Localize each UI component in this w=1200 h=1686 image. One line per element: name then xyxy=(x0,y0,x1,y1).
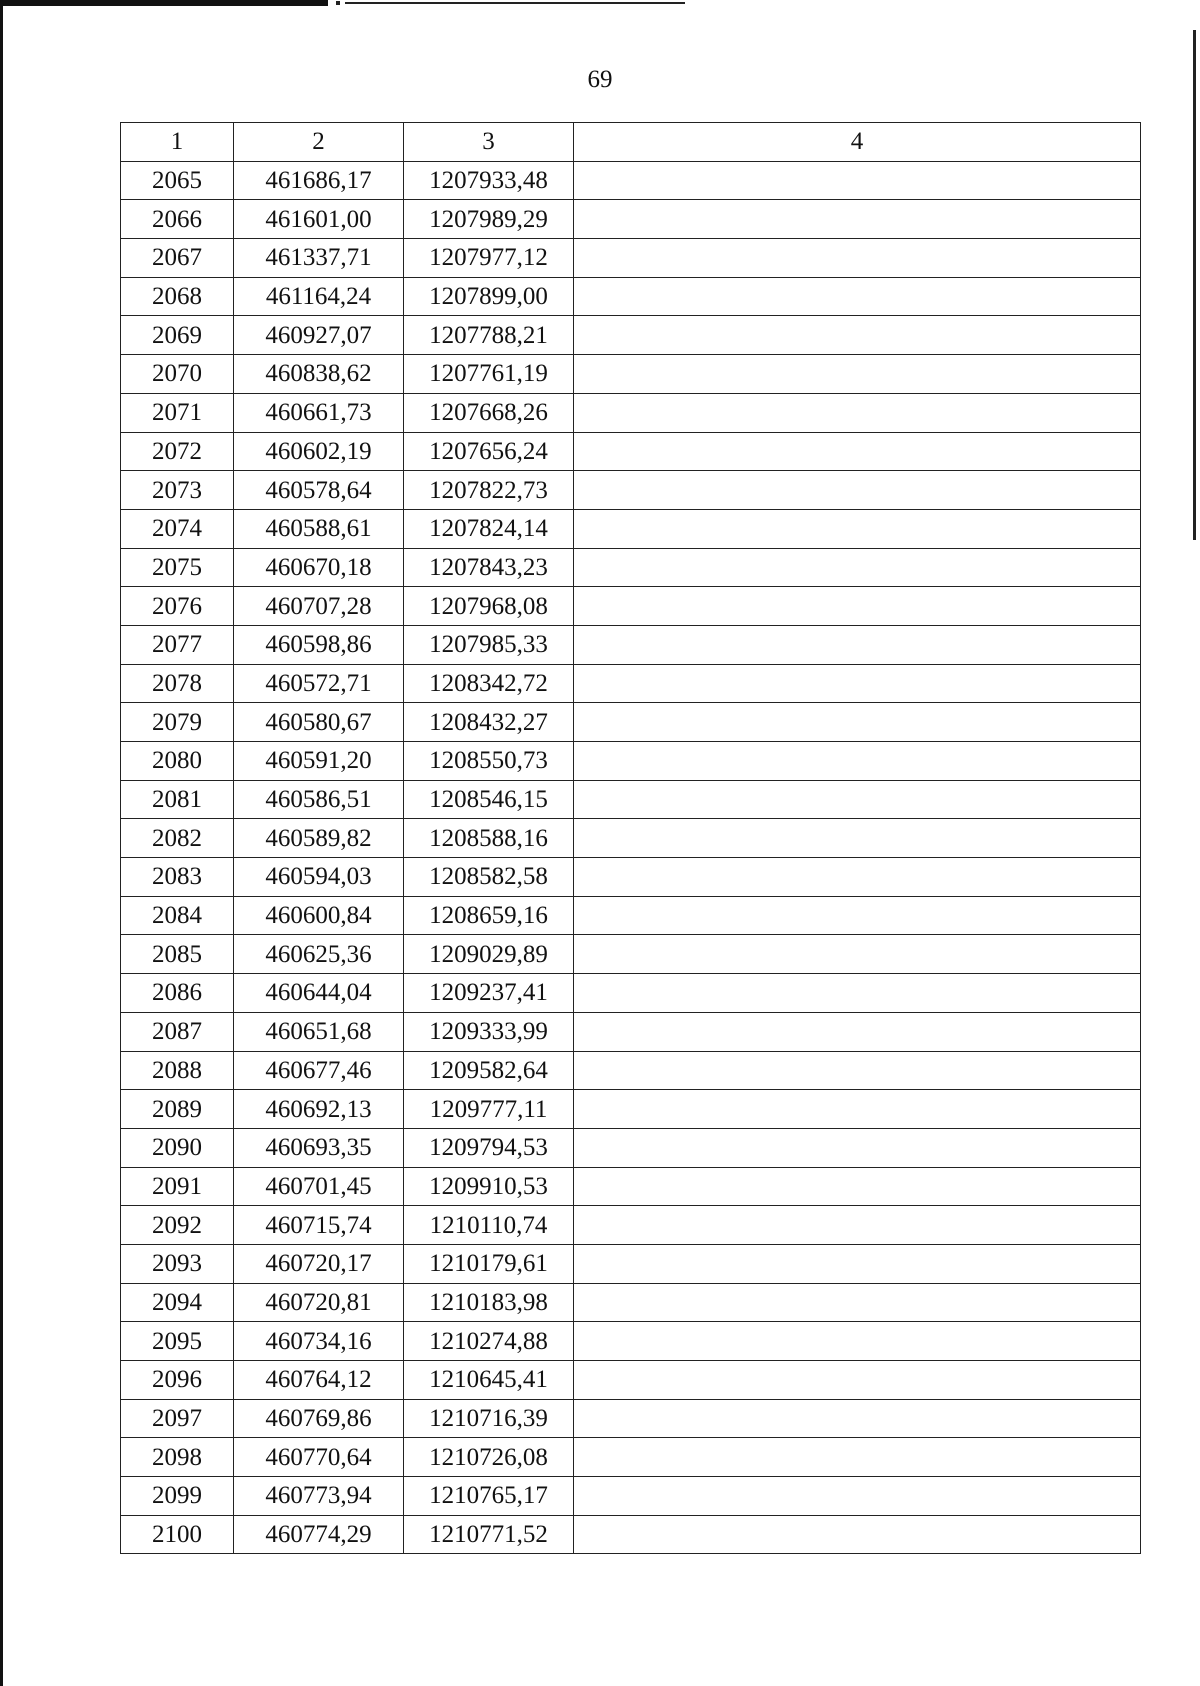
x-coordinate-cell: 460838,62 xyxy=(234,355,404,394)
x-coordinate-cell: 460769,86 xyxy=(234,1399,404,1438)
y-coordinate-cell: 1208659,16 xyxy=(404,896,574,935)
point-number-cell: 2090 xyxy=(121,1128,234,1167)
table-row xyxy=(121,1206,1141,1245)
note-cell xyxy=(574,1283,1141,1322)
table-row xyxy=(121,780,1141,819)
x-coordinate-cell: 460770,64 xyxy=(234,1438,404,1477)
y-coordinate-cell: 1207822,73 xyxy=(404,471,574,510)
x-coordinate-cell: 460651,68 xyxy=(234,1012,404,1051)
table-row xyxy=(121,742,1141,781)
table-row xyxy=(121,1283,1141,1322)
y-coordinate-cell: 1209582,64 xyxy=(404,1051,574,1090)
point-number-cell: 2070 xyxy=(121,355,234,394)
header-cell-x: 2 xyxy=(234,123,404,162)
y-coordinate-cell: 1207668,26 xyxy=(404,393,574,432)
note-cell xyxy=(574,1322,1141,1361)
table-row xyxy=(121,355,1141,394)
table-row xyxy=(121,1515,1141,1554)
note-cell xyxy=(574,858,1141,897)
point-number-cell: 2068 xyxy=(121,277,234,316)
point-number-cell: 2088 xyxy=(121,1051,234,1090)
point-number-cell: 2073 xyxy=(121,471,234,510)
note-cell xyxy=(574,1438,1141,1477)
y-coordinate-cell: 1210771,52 xyxy=(404,1515,574,1554)
header-cell-point: 1 xyxy=(121,123,234,162)
x-coordinate-cell: 461686,17 xyxy=(234,161,404,200)
point-number-cell: 2077 xyxy=(121,625,234,664)
point-number-cell: 2086 xyxy=(121,974,234,1013)
y-coordinate-cell: 1208550,73 xyxy=(404,742,574,781)
x-coordinate-cell: 460927,07 xyxy=(234,316,404,355)
x-coordinate-cell: 460692,13 xyxy=(234,1090,404,1129)
x-coordinate-cell: 460572,71 xyxy=(234,664,404,703)
y-coordinate-cell: 1209794,53 xyxy=(404,1128,574,1167)
table-row xyxy=(121,1361,1141,1400)
point-number-cell: 2080 xyxy=(121,742,234,781)
table-row xyxy=(121,509,1141,548)
point-number-cell: 2095 xyxy=(121,1322,234,1361)
y-coordinate-cell: 1207824,14 xyxy=(404,509,574,548)
point-number-cell: 2089 xyxy=(121,1090,234,1129)
scan-artifact-top-dot xyxy=(336,1,340,5)
y-coordinate-cell: 1208588,16 xyxy=(404,819,574,858)
x-coordinate-cell: 460589,82 xyxy=(234,819,404,858)
note-cell xyxy=(574,1206,1141,1245)
y-coordinate-cell: 1207989,29 xyxy=(404,200,574,239)
table-row xyxy=(121,858,1141,897)
point-number-cell: 2084 xyxy=(121,896,234,935)
note-cell xyxy=(574,161,1141,200)
note-cell xyxy=(574,896,1141,935)
note-cell xyxy=(574,1477,1141,1516)
x-coordinate-cell: 460715,74 xyxy=(234,1206,404,1245)
x-coordinate-cell: 461337,71 xyxy=(234,239,404,278)
x-coordinate-cell: 460602,19 xyxy=(234,432,404,471)
note-cell xyxy=(574,1167,1141,1206)
note-cell xyxy=(574,1090,1141,1129)
point-number-cell: 2082 xyxy=(121,819,234,858)
table-row xyxy=(121,1477,1141,1516)
y-coordinate-cell: 1209333,99 xyxy=(404,1012,574,1051)
table-row xyxy=(121,1012,1141,1051)
y-coordinate-cell: 1207761,19 xyxy=(404,355,574,394)
note-cell xyxy=(574,277,1141,316)
x-coordinate-cell: 460707,28 xyxy=(234,587,404,626)
point-number-cell: 2081 xyxy=(121,780,234,819)
note-cell xyxy=(574,355,1141,394)
table-row xyxy=(121,393,1141,432)
table-row xyxy=(121,200,1141,239)
table-row xyxy=(121,239,1141,278)
note-cell xyxy=(574,935,1141,974)
note-cell xyxy=(574,703,1141,742)
x-coordinate-cell: 460598,86 xyxy=(234,625,404,664)
point-number-cell: 2083 xyxy=(121,858,234,897)
x-coordinate-cell: 460591,20 xyxy=(234,742,404,781)
point-number-cell: 2072 xyxy=(121,432,234,471)
x-coordinate-cell: 460773,94 xyxy=(234,1477,404,1516)
note-cell xyxy=(574,1515,1141,1554)
point-number-cell: 2100 xyxy=(121,1515,234,1554)
coordinates-table xyxy=(120,122,1141,1554)
note-cell xyxy=(574,1399,1141,1438)
x-coordinate-cell: 460764,12 xyxy=(234,1361,404,1400)
point-number-cell: 2087 xyxy=(121,1012,234,1051)
point-number-cell: 2075 xyxy=(121,548,234,587)
x-coordinate-cell: 460720,17 xyxy=(234,1244,404,1283)
y-coordinate-cell: 1210726,08 xyxy=(404,1438,574,1477)
table-row xyxy=(121,819,1141,858)
y-coordinate-cell: 1210274,88 xyxy=(404,1322,574,1361)
y-coordinate-cell: 1210716,39 xyxy=(404,1399,574,1438)
note-cell xyxy=(574,664,1141,703)
point-number-cell: 2069 xyxy=(121,316,234,355)
table-row xyxy=(121,974,1141,1013)
table-row xyxy=(121,277,1141,316)
note-cell xyxy=(574,1244,1141,1283)
x-coordinate-cell: 460677,46 xyxy=(234,1051,404,1090)
table-row xyxy=(121,664,1141,703)
point-number-cell: 2097 xyxy=(121,1399,234,1438)
x-coordinate-cell: 460625,36 xyxy=(234,935,404,974)
y-coordinate-cell: 1209777,11 xyxy=(404,1090,574,1129)
x-coordinate-cell: 461601,00 xyxy=(234,200,404,239)
y-coordinate-cell: 1207968,08 xyxy=(404,587,574,626)
note-cell xyxy=(574,471,1141,510)
note-cell xyxy=(574,625,1141,664)
point-number-cell: 2076 xyxy=(121,587,234,626)
header-cell-y: 3 xyxy=(404,123,574,162)
y-coordinate-cell: 1210179,61 xyxy=(404,1244,574,1283)
x-coordinate-cell: 461164,24 xyxy=(234,277,404,316)
table-row xyxy=(121,432,1141,471)
table-row xyxy=(121,1399,1141,1438)
page-number: 69 xyxy=(587,66,613,93)
y-coordinate-cell: 1207656,24 xyxy=(404,432,574,471)
table-row xyxy=(121,1167,1141,1206)
table-row xyxy=(121,1128,1141,1167)
y-coordinate-cell: 1207843,23 xyxy=(404,548,574,587)
x-coordinate-cell: 460670,18 xyxy=(234,548,404,587)
y-coordinate-cell: 1210183,98 xyxy=(404,1283,574,1322)
y-coordinate-cell: 1209237,41 xyxy=(404,974,574,1013)
point-number-cell: 2066 xyxy=(121,200,234,239)
table-row xyxy=(121,896,1141,935)
note-cell xyxy=(574,1012,1141,1051)
point-number-cell: 2074 xyxy=(121,509,234,548)
scan-artifact-left-edge xyxy=(0,0,3,1686)
coordinates-table-body xyxy=(121,123,1141,1554)
note-cell xyxy=(574,1128,1141,1167)
x-coordinate-cell: 460644,04 xyxy=(234,974,404,1013)
note-cell xyxy=(574,432,1141,471)
table-row xyxy=(121,935,1141,974)
x-coordinate-cell: 460586,51 xyxy=(234,780,404,819)
x-coordinate-cell: 460720,81 xyxy=(234,1283,404,1322)
scan-artifact-top-rule xyxy=(345,2,685,4)
note-cell xyxy=(574,548,1141,587)
scan-artifact-top-left xyxy=(0,0,328,6)
table-row xyxy=(121,625,1141,664)
point-number-cell: 2096 xyxy=(121,1361,234,1400)
point-number-cell: 2091 xyxy=(121,1167,234,1206)
header-cell-note: 4 xyxy=(574,123,1141,162)
point-number-cell: 2098 xyxy=(121,1438,234,1477)
table-row xyxy=(121,1438,1141,1477)
point-number-cell: 2067 xyxy=(121,239,234,278)
x-coordinate-cell: 460600,84 xyxy=(234,896,404,935)
point-number-cell: 2093 xyxy=(121,1244,234,1283)
point-number-cell: 2085 xyxy=(121,935,234,974)
table-row xyxy=(121,1244,1141,1283)
y-coordinate-cell: 1208546,15 xyxy=(404,780,574,819)
note-cell xyxy=(574,742,1141,781)
table-row xyxy=(121,1322,1141,1361)
table-row xyxy=(121,548,1141,587)
table-row xyxy=(121,703,1141,742)
x-coordinate-cell: 460774,29 xyxy=(234,1515,404,1554)
point-number-cell: 2092 xyxy=(121,1206,234,1245)
x-coordinate-cell: 460588,61 xyxy=(234,509,404,548)
point-number-cell: 2078 xyxy=(121,664,234,703)
point-number-cell: 2079 xyxy=(121,703,234,742)
note-cell xyxy=(574,974,1141,1013)
table-row xyxy=(121,471,1141,510)
y-coordinate-cell: 1208432,27 xyxy=(404,703,574,742)
point-number-cell: 2094 xyxy=(121,1283,234,1322)
y-coordinate-cell: 1208582,58 xyxy=(404,858,574,897)
y-coordinate-cell: 1208342,72 xyxy=(404,664,574,703)
table-row xyxy=(121,1051,1141,1090)
point-number-cell: 2071 xyxy=(121,393,234,432)
y-coordinate-cell: 1207788,21 xyxy=(404,316,574,355)
x-coordinate-cell: 460693,35 xyxy=(234,1128,404,1167)
y-coordinate-cell: 1210765,17 xyxy=(404,1477,574,1516)
y-coordinate-cell: 1210645,41 xyxy=(404,1361,574,1400)
x-coordinate-cell: 460661,73 xyxy=(234,393,404,432)
table-row xyxy=(121,316,1141,355)
x-coordinate-cell: 460578,64 xyxy=(234,471,404,510)
y-coordinate-cell: 1207933,48 xyxy=(404,161,574,200)
table-row xyxy=(121,587,1141,626)
note-cell xyxy=(574,393,1141,432)
note-cell xyxy=(574,200,1141,239)
y-coordinate-cell: 1209029,89 xyxy=(404,935,574,974)
note-cell xyxy=(574,780,1141,819)
y-coordinate-cell: 1210110,74 xyxy=(404,1206,574,1245)
note-cell xyxy=(574,587,1141,626)
note-cell xyxy=(574,1361,1141,1400)
y-coordinate-cell: 1209910,53 xyxy=(404,1167,574,1206)
note-cell xyxy=(574,1051,1141,1090)
y-coordinate-cell: 1207899,00 xyxy=(404,277,574,316)
note-cell xyxy=(574,239,1141,278)
x-coordinate-cell: 460580,67 xyxy=(234,703,404,742)
note-cell xyxy=(574,509,1141,548)
scan-artifact-right-edge xyxy=(1193,30,1196,540)
table-row xyxy=(121,1090,1141,1129)
point-number-cell: 2065 xyxy=(121,161,234,200)
x-coordinate-cell: 460734,16 xyxy=(234,1322,404,1361)
point-number-cell: 2099 xyxy=(121,1477,234,1516)
table-header-row xyxy=(121,123,1141,162)
x-coordinate-cell: 460594,03 xyxy=(234,858,404,897)
note-cell xyxy=(574,819,1141,858)
y-coordinate-cell: 1207977,12 xyxy=(404,239,574,278)
table-row xyxy=(121,161,1141,200)
note-cell xyxy=(574,316,1141,355)
y-coordinate-cell: 1207985,33 xyxy=(404,625,574,664)
x-coordinate-cell: 460701,45 xyxy=(234,1167,404,1206)
